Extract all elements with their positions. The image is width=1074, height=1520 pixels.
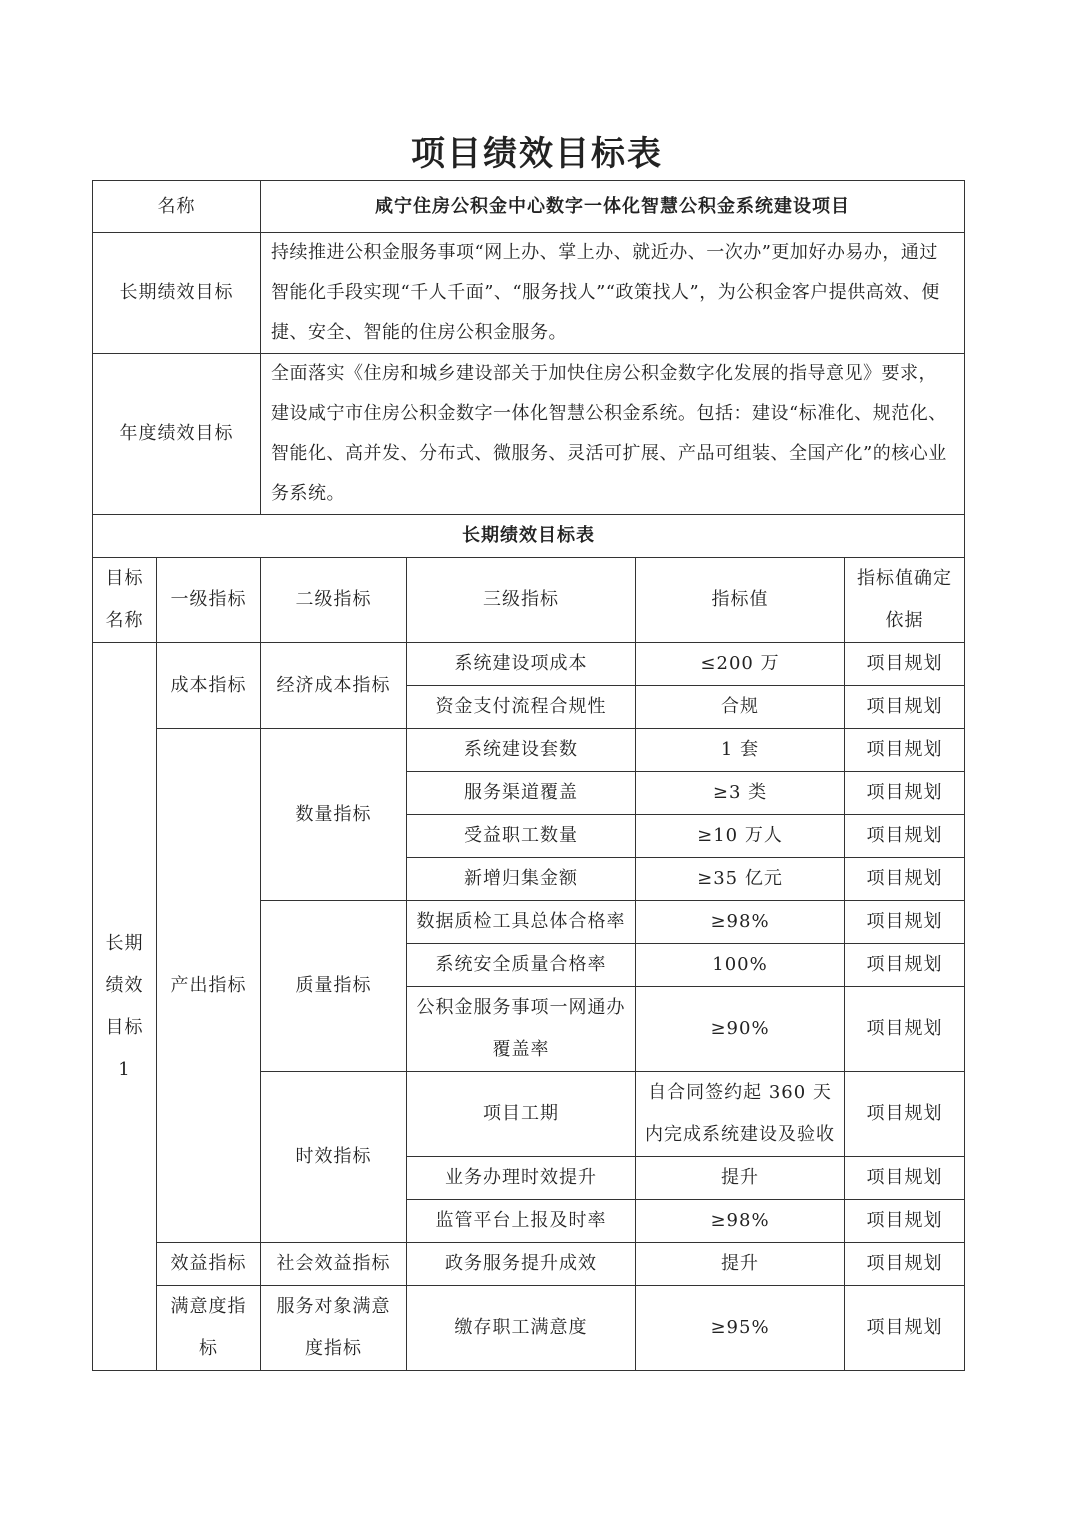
level2-social-benefit: 社会效益指标 bbox=[261, 1243, 407, 1286]
value-cell: 100% bbox=[636, 944, 845, 987]
level2-economic-cost: 经济成本指标 bbox=[261, 643, 407, 729]
level2-service-satisfaction: 服务对象满意度指标 bbox=[261, 1286, 407, 1371]
level1-satisfaction: 满意度指标 bbox=[157, 1286, 261, 1371]
section-title: 长期绩效目标表 bbox=[93, 515, 965, 558]
page-title: 项目绩效目标表 bbox=[411, 134, 663, 174]
indicator-cell: 新增归集金额 bbox=[407, 858, 636, 901]
header-level3: 三级指标 bbox=[407, 558, 636, 643]
level1-benefit: 效益指标 bbox=[157, 1243, 261, 1286]
annual-goal-label: 年度绩效目标 bbox=[93, 354, 261, 515]
value-cell: ≥35 亿元 bbox=[636, 858, 845, 901]
indicator-cell: 系统建设套数 bbox=[407, 729, 636, 772]
level2-quality: 质量指标 bbox=[261, 901, 407, 1072]
indicator-cell: 政务服务提升成效 bbox=[407, 1243, 636, 1286]
indicator-cell: 服务渠道覆盖 bbox=[407, 772, 636, 815]
header-level1: 一级指标 bbox=[157, 558, 261, 643]
indicator-cell: 受益职工数量 bbox=[407, 815, 636, 858]
basis-cell: 项目规划 bbox=[845, 1286, 965, 1371]
basis-cell: 项目规划 bbox=[845, 1200, 965, 1243]
goal-name-cell: 长期绩效目标1 bbox=[93, 643, 157, 1371]
long-term-goal-label: 长期绩效目标 bbox=[93, 233, 261, 354]
basis-cell: 项目规划 bbox=[845, 729, 965, 772]
value-cell: 1 套 bbox=[636, 729, 845, 772]
project-name: 咸宁住房公积金中心数字一体化智慧公积金系统建设项目 bbox=[261, 181, 965, 233]
level1-output: 产出指标 bbox=[157, 729, 261, 1243]
value-cell: ≤200 万 bbox=[636, 643, 845, 686]
value-cell: ≥98% bbox=[636, 1200, 845, 1243]
basis-cell: 项目规划 bbox=[845, 772, 965, 815]
value-cell: ≥10 万人 bbox=[636, 815, 845, 858]
basis-cell: 项目规划 bbox=[845, 1157, 965, 1200]
indicator-cell: 数据质检工具总体合格率 bbox=[407, 901, 636, 944]
value-cell: 自合同签约起 360 天内完成系统建设及验收 bbox=[636, 1072, 845, 1157]
header-basis: 指标值确定依据 bbox=[845, 558, 965, 643]
basis-cell: 项目规划 bbox=[845, 987, 965, 1072]
basis-cell: 项目规划 bbox=[845, 686, 965, 729]
annual-goal-text: 全面落实《住房和城乡建设部关于加快住房公积金数字化发展的指导意见》要求，建设咸宁市住房公积金数字一体化智慧公积金系统。包括：建设“标准化、规范化、智能化、高并发、分布式、微服务、灵活可扩展、产品可组装、全国产化”的核心业务系统。 bbox=[261, 354, 965, 515]
long-term-goal-text: 持续推进公积金服务事项“网上办、掌上办、就近办、一次办”更加好办易办，通过智能化手段实现“千人千面”、“服务找人”“政策找人”，为公积金客户提供高效、便捷、安全、智能的住房公积金服务。 bbox=[261, 233, 965, 354]
level2-quantity: 数量指标 bbox=[261, 729, 407, 901]
value-cell: 提升 bbox=[636, 1157, 845, 1200]
value-cell: ≥3 类 bbox=[636, 772, 845, 815]
basis-cell: 项目规划 bbox=[845, 944, 965, 987]
value-cell: ≥90% bbox=[636, 987, 845, 1072]
value-cell: 提升 bbox=[636, 1243, 845, 1286]
basis-cell: 项目规划 bbox=[845, 901, 965, 944]
indicator-cell: 系统建设项成本 bbox=[407, 643, 636, 686]
value-cell: ≥98% bbox=[636, 901, 845, 944]
indicator-cell: 项目工期 bbox=[407, 1072, 636, 1157]
basis-cell: 项目规划 bbox=[845, 1072, 965, 1157]
header-level2: 二级指标 bbox=[261, 558, 407, 643]
indicator-cell: 监管平台上报及时率 bbox=[407, 1200, 636, 1243]
level1-cost: 成本指标 bbox=[157, 643, 261, 729]
basis-cell: 项目规划 bbox=[845, 815, 965, 858]
header-goal-name: 目标名称 bbox=[93, 558, 157, 643]
basis-cell: 项目规划 bbox=[845, 858, 965, 901]
performance-table bbox=[92, 180, 965, 1371]
indicator-cell: 缴存职工满意度 bbox=[407, 1286, 636, 1371]
level2-timeliness: 时效指标 bbox=[261, 1072, 407, 1243]
value-cell: ≥95% bbox=[636, 1286, 845, 1371]
value-cell: 合规 bbox=[636, 686, 845, 729]
indicator-cell: 资金支付流程合规性 bbox=[407, 686, 636, 729]
indicator-cell: 业务办理时效提升 bbox=[407, 1157, 636, 1200]
basis-cell: 项目规划 bbox=[845, 643, 965, 686]
header-value: 指标值 bbox=[636, 558, 845, 643]
indicator-cell: 系统安全质量合格率 bbox=[407, 944, 636, 987]
name-label: 名称 bbox=[93, 181, 261, 233]
indicator-cell: 公积金服务事项一网通办覆盖率 bbox=[407, 987, 636, 1072]
basis-cell: 项目规划 bbox=[845, 1243, 965, 1286]
